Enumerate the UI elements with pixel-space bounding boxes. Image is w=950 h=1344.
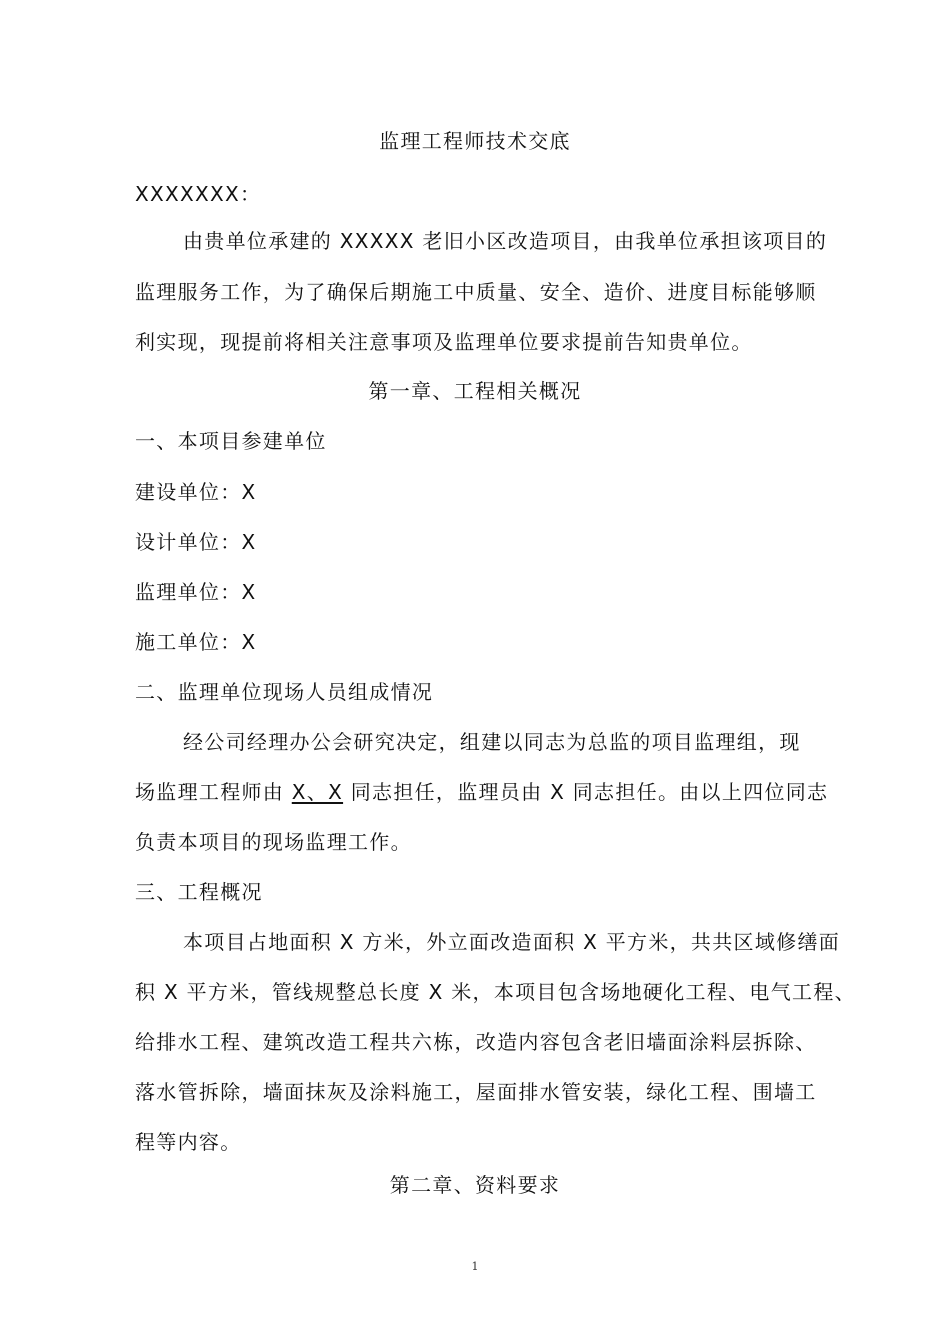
page-number: 1 [471,1260,479,1273]
section-3-heading: 三、工程概况 [135,880,263,904]
engineer-names-underlined: X、X [291,780,344,804]
unit-item-contractor: 施工单位：X [135,630,257,654]
section-1-heading: 一、本项目参建单位 [135,429,327,453]
section-3-line-1: 本项目占地面积 X 方米，外立面改造面积 X 平方米，共共区域修缮面 [183,930,841,954]
unit-item-design: 设计单位：X [135,530,257,554]
unit-item-supervision: 监理单位：X [135,580,257,604]
salutation: XXXXXXX： [135,182,262,206]
section-2-line-2 [135,779,828,805]
section-2-line-1: 经公司经理办公会研究决定，组建以同志为总监的项目监理组，现 [183,730,801,754]
intro-line-1: 由贵单位承建的 XXXXX 老旧小区改造项目，由我单位承担该项目的 [183,229,828,253]
unit-item-construction-owner: 建设单位：X [135,480,257,504]
section-3-line-2: 积 X 平方米，管线规整总长度 X 米，本项目包含场地硬化工程、电气工程、 [135,980,856,1004]
section-3-line-4: 落水管拆除，墙面抹灰及涂料施工，屋面排水管安装，绿化工程、围墙工 [135,1080,817,1104]
section-2-line-2-pre: 场监理工程师由 [135,780,292,804]
document-title: 监理工程师技术交底 [379,129,571,153]
intro-line-2: 监理服务工作，为了确保后期施工中质量、安全、造价、进度目标能够顺 [135,280,817,304]
chapter-1-heading: 第一章、工程相关概况 [368,379,582,403]
section-2-line-3: 负责本项目的现场监理工作。 [135,830,412,854]
section-2-heading: 二、监理单位现场人员组成情况 [135,680,434,704]
section-3-line-5: 程等内容。 [135,1130,242,1154]
section-2-line-2-post: 同志担任，监理员由 X 同志担任。由以上四位同志 [343,780,829,804]
section-3-line-3: 给排水工程、建筑改造工程共六栋，改造内容包含老旧墙面涂料层拆除、 [135,1030,817,1054]
intro-line-3: 利实现，现提前将相关注意事项及监理单位要求提前告知贵单位。 [135,330,753,354]
chapter-2-heading: 第二章、资料要求 [389,1173,561,1197]
